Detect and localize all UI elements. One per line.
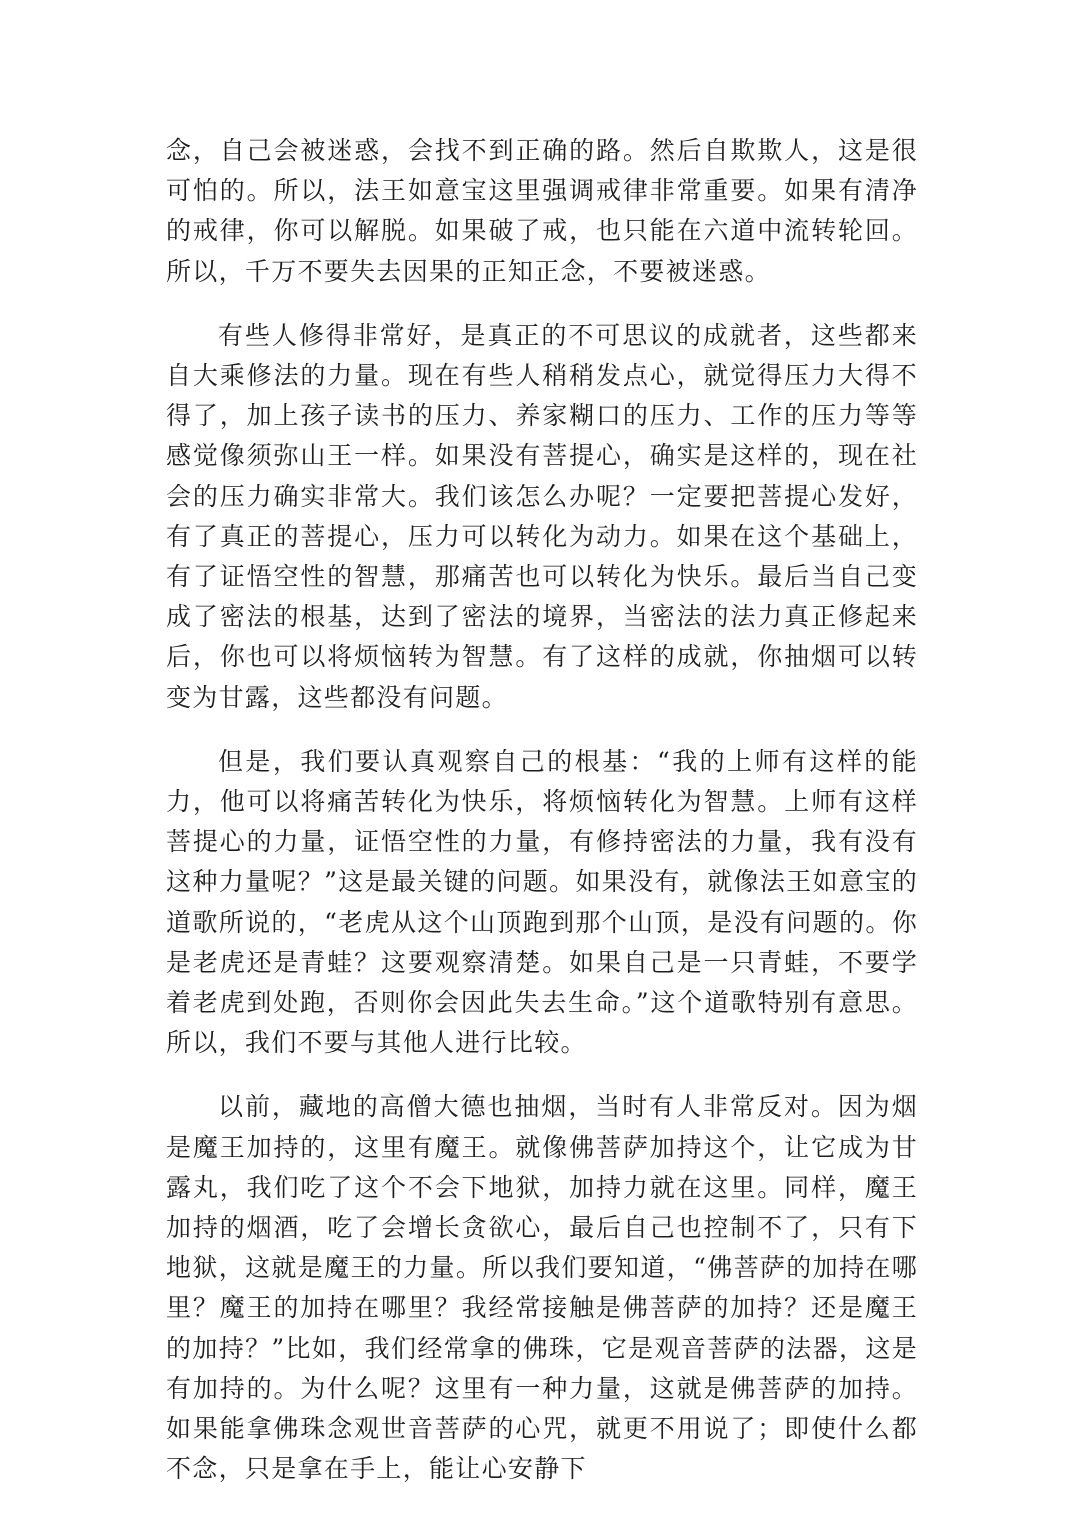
body-text: [166, 131, 918, 1490]
paragraph: 以前，藏地的高僧大德也抽烟，当时有人非常反对。因为烟是魔王加持的，这里有魔王。就像佛菩萨加持这个，让它成为甘露丸，我们吃了这个不会下地狱，加持力就在这里。同样，魔王加持的烟酒，吃了会增长贪欲心，最后自己也控制不了，只有下地狱，这就是魔王的力量。所以我们要知道，“佛菩萨的加持在哪里？魔王的加持在哪里？我经常接触是佛菩萨的加持？还是魔王的加持？”比如，我们经常拿的佛珠，它是观音菩萨的法器，这是有加持的。为什么呢？这里有一种力量，这就是佛菩萨的加持。如果能拿佛珠念观世音菩萨的心咒，就更不用说了；即使什么都不念，只是拿在手上，能让心安静下: [166, 1092, 918, 1484]
paragraph: 但是，我们要认真观察自己的根基：“我的上师有这样的能力，他可以将痛苦转化为快乐，将烦恼转化为智慧。上师有这样菩提心的力量，证悟空性的力量，有修持密法的力量，我有没有这种力量呢？”这是最关键的问题。如果没有，就像法王如意宝的道歌所说的，“老虎从这个山顶跑到那个山顶，是没有问题的。你是老虎还是青蛙？这要观察清楚。如果自己是一只青蛙，不要学着老虎到处跑，否则你会因此失去生命。”这个道歌特别有意思。所以，我们不要与其他人进行比较。: [166, 746, 918, 1058]
paragraph: 有些人修得非常好，是真正的不可思议的成就者，这些都来自大乘修法的力量。现在有些人稍稍发点心，就觉得压力大得不得了，加上孩子读书的压力、养家糊口的压力、工作的压力等等感觉像须弥山王一样。如果没有菩提心，确实是这样的，现在社会的压力确实非常大。我们该怎么办呢？一定要把菩提心发好，有了真正的菩提心，压力可以转化为动力。如果在这个基础上，有了证悟空性的智慧，那痛苦也可以转化为快乐。最后当自己变成了密法的根基，达到了密法的境界，当密法的法力真正修起来后，你也可以将烦恼转为智慧。有了这样的成就，你抽烟可以转变为甘露，这些都没有问题。: [166, 320, 918, 712]
paragraph-continued: 念，自己会被迷惑，会找不到正确的路。然后自欺欺人，这是很可怕的。所以，法王如意宝这里强调戒律非常重要。如果有清净的戒律，你可以解脱。如果破了戒，也只能在六道中流转轮回。所以，千万不要失去因果的正知正念，不要被迷惑。: [166, 136, 918, 286]
